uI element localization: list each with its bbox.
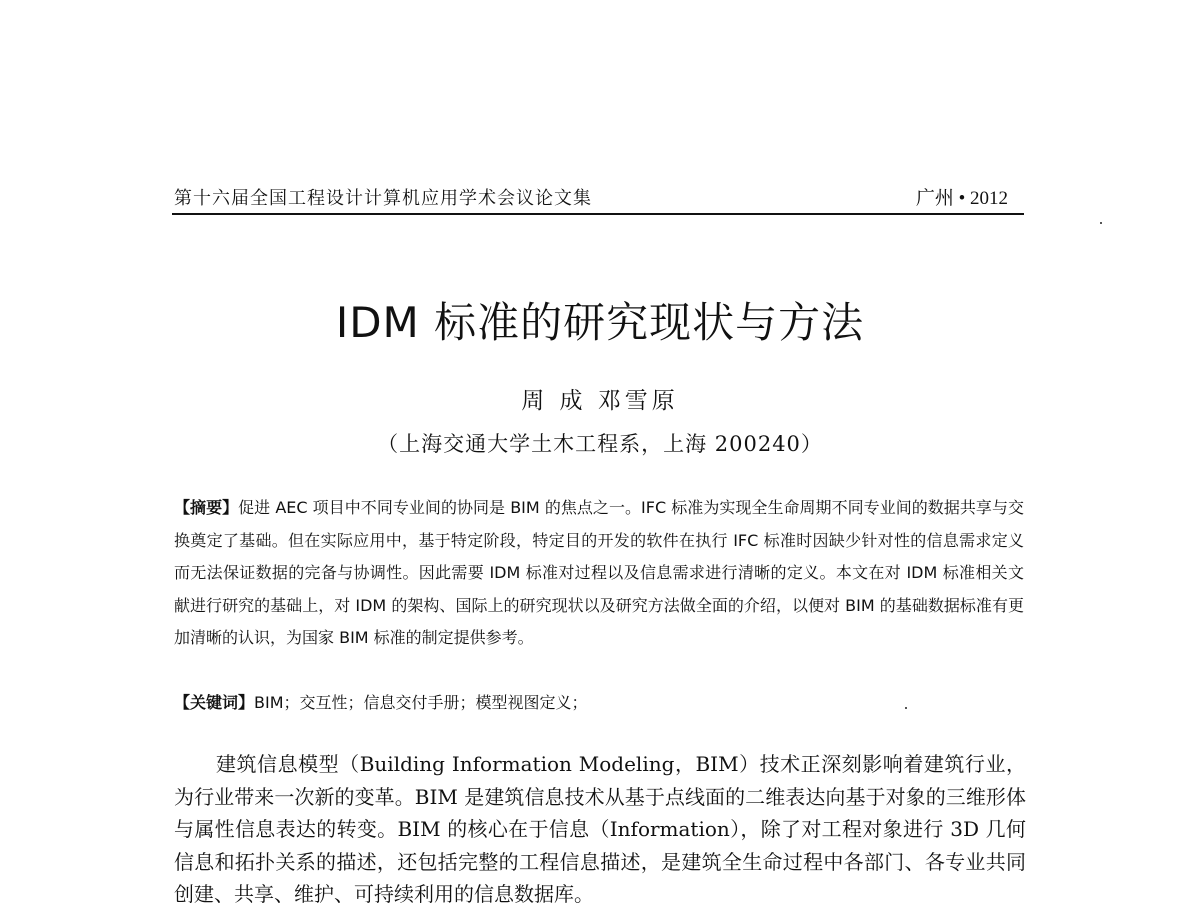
scan-speck	[905, 707, 907, 709]
keywords-label: 【关键词】	[174, 693, 255, 712]
scan-speck	[1100, 222, 1102, 224]
abstract	[174, 492, 1024, 655]
running-header	[172, 183, 1024, 215]
paper-authors: 周 成 邓雪原	[521, 388, 679, 414]
paper-title: IDM 标准的研究现状与方法	[335, 298, 865, 347]
body-paragraph: 建筑信息模型（Building Information Modeling，BIM）技术正深刻影响着建筑行业，为行业带来一次新的变革。BIM 是建筑信息技术从基于点线面的二维表达向基于对象的三维形体与属性信息表达的转变。BIM 的核心在于信息（Information），除了对工程对象进行 3D 几何信息和拓扑关系的描述，还包括完整的工程信息描述，是建筑全生命过程中各部门、各专业共同创建、共享、维护、可持续利用的信息数据库。	[174, 752, 1026, 906]
author-affiliation: （上海交通大学土木工程系，上海 200240）	[377, 432, 823, 456]
proceedings-title: 第十六届全国工程设计计算机应用学术会议论文集	[174, 188, 592, 209]
abstract-label: 【摘要】	[174, 498, 239, 517]
conference-location-year: 广州 • 2012	[915, 188, 1008, 209]
keywords	[174, 690, 1024, 713]
abstract-text: 促进 AEC 项目中不同专业间的协同是 BIM 的焦点之一。IFC 标准为实现全生命周期不同专业间的数据共享与交换奠定了基础。但在实际应用中，基于特定阶段，特定目的开发的软件在执行 IFC 标准时因缺少针对性的信息需求定义而无法保证数据的完备与协调性。因此需要 IDM 标准对过程以及信息需求进行清晰的定义。本文在对 IDM 标准相关文献进行研究的基础上，对 IDM 的架构、国际上的研究现状以及研究方法做全面的介绍，以便对 BIM 的基础数据标准有更加清晰的认识，为国家 BIM 标准的制定提供参考。	[174, 498, 1024, 647]
keywords-text: BIM；交互性；信息交付手册；模型视图定义；	[254, 693, 588, 712]
